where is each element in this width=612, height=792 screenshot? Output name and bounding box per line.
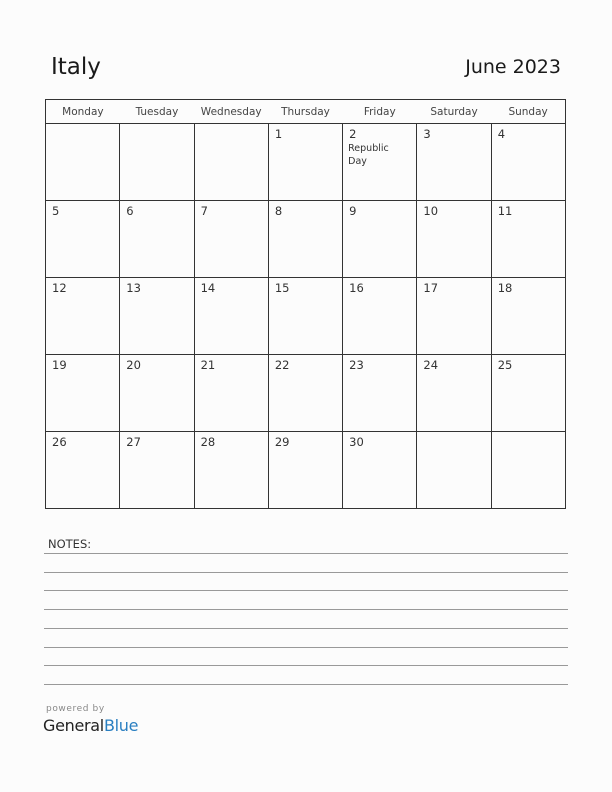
day-number: 27	[126, 435, 141, 449]
day-number: 22	[274, 358, 290, 372]
day-number: 8	[274, 204, 283, 218]
day-cell	[491, 432, 565, 509]
calendar-grid	[45, 99, 566, 509]
day-cell	[491, 355, 565, 432]
brand-blue: Blue	[103, 716, 139, 735]
day-cell	[268, 432, 342, 509]
weekday-header: Sunday	[491, 100, 565, 124]
weekday-header: Friday	[343, 100, 417, 124]
day-cell	[120, 278, 194, 355]
day-cell	[120, 124, 194, 201]
day-number: 28	[200, 435, 216, 449]
day-number: 19	[52, 358, 67, 372]
note-line	[44, 647, 568, 648]
note-line	[44, 628, 568, 629]
day-number: 10	[423, 204, 439, 218]
day-cell	[268, 201, 342, 278]
week-row	[46, 124, 566, 201]
day-cell	[491, 201, 565, 278]
day-number: 11	[497, 204, 513, 218]
weekday-header-row	[46, 100, 566, 124]
day-number: 18	[497, 281, 513, 295]
day-cell	[417, 278, 491, 355]
day-cell	[491, 278, 565, 355]
weekday-header: Thursday	[268, 100, 342, 124]
week-row	[46, 432, 566, 509]
day-number: 13	[126, 281, 141, 295]
day-cell	[194, 355, 268, 432]
day-cell	[46, 355, 120, 432]
day-number: 25	[497, 358, 513, 372]
note-line	[44, 609, 568, 610]
day-cell	[417, 124, 491, 201]
day-number: 26	[52, 435, 67, 449]
day-cell	[417, 355, 491, 432]
weekday-header: Wednesday	[194, 100, 268, 124]
notes-label: NOTES:	[48, 537, 92, 551]
day-number: 29	[274, 435, 290, 449]
note-line	[44, 553, 568, 554]
weekday-header: Monday	[46, 100, 120, 124]
note-line	[44, 572, 568, 573]
generalblue-logo	[43, 716, 138, 735]
day-number: 24	[423, 358, 439, 372]
month-year-title: June 2023	[465, 56, 561, 78]
day-cell	[46, 278, 120, 355]
day-number: 14	[200, 281, 216, 295]
day-number: 9	[349, 204, 357, 218]
day-number: 16	[349, 281, 364, 295]
day-cell	[268, 124, 342, 201]
day-number: 7	[200, 204, 208, 218]
note-line	[44, 665, 568, 666]
day-cell	[268, 355, 342, 432]
day-number: 30	[349, 435, 364, 449]
day-cell	[120, 432, 194, 509]
week-row	[46, 201, 566, 278]
day-cell	[194, 201, 268, 278]
day-cell	[417, 201, 491, 278]
day-number: 12	[52, 281, 67, 295]
day-cell	[46, 124, 120, 201]
day-number: 4	[497, 127, 506, 141]
day-cell	[343, 432, 417, 509]
holiday-label: Republic Day	[348, 143, 389, 167]
day-cell	[194, 124, 268, 201]
note-line	[44, 590, 568, 591]
day-cell	[491, 124, 565, 201]
weekday-header: Tuesday	[120, 100, 194, 124]
day-cell	[343, 355, 417, 432]
day-cell	[343, 278, 417, 355]
day-number: 20	[126, 358, 141, 372]
day-number: 1	[274, 127, 283, 141]
day-cell	[120, 355, 194, 432]
day-number: 5	[52, 204, 60, 218]
week-row	[46, 278, 566, 355]
day-cell	[194, 278, 268, 355]
day-number: 21	[200, 358, 216, 372]
day-number: 3	[423, 127, 431, 141]
day-cell	[268, 278, 342, 355]
week-row	[46, 355, 566, 432]
brand-general: General	[43, 716, 104, 735]
day-cell	[417, 432, 491, 509]
day-number: 2	[349, 127, 357, 141]
powered-by-text: powered by	[46, 704, 105, 714]
day-number: 15	[274, 281, 290, 295]
day-number: 23	[349, 358, 364, 372]
day-number: 6	[126, 204, 134, 218]
day-cell	[46, 201, 120, 278]
weekday-header: Saturday	[417, 100, 491, 124]
day-cell	[120, 201, 194, 278]
day-cell	[46, 432, 120, 509]
day-cell	[343, 124, 417, 201]
day-cell	[194, 432, 268, 509]
day-cell	[343, 201, 417, 278]
country-title: Italy	[51, 54, 101, 80]
note-line	[44, 684, 568, 685]
day-number: 17	[423, 281, 439, 295]
